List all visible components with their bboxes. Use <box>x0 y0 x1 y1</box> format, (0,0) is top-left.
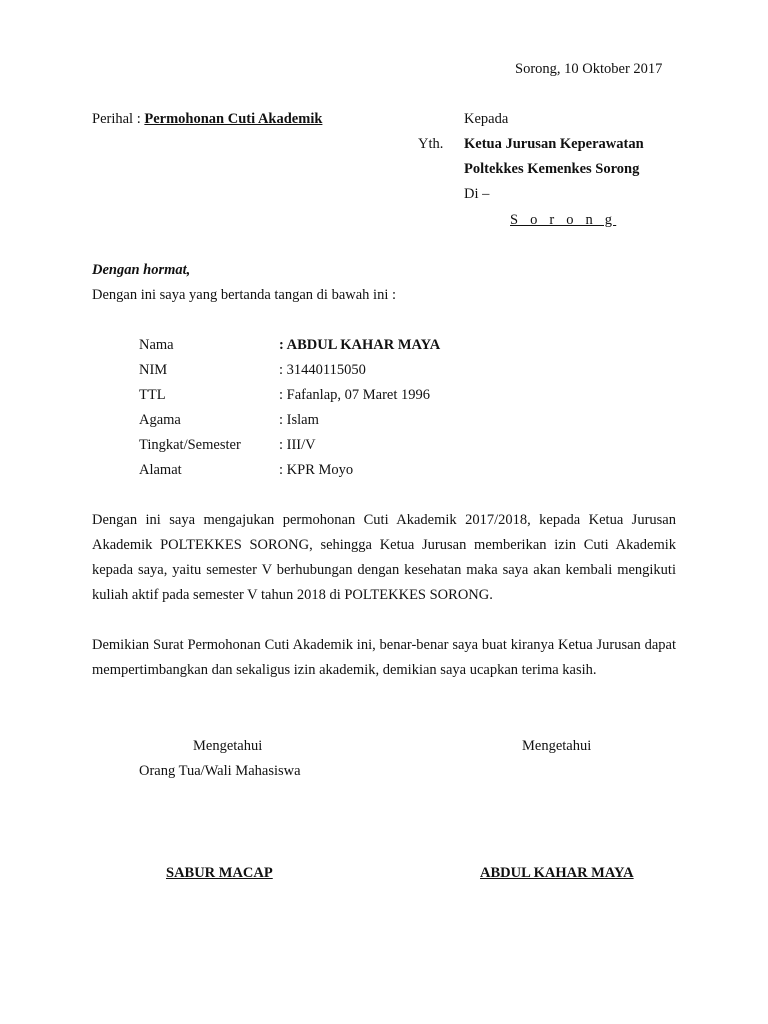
left-signature-role: Orang Tua/Wali Mahasiswa <box>139 763 301 779</box>
subject-line <box>92 111 322 128</box>
identity-label-semester: Tingkat/Semester <box>139 437 241 453</box>
identity-label-alamat: Alamat <box>139 462 182 478</box>
recipient-line2: Poltekkes Kemenkes Sorong <box>464 161 640 177</box>
recipient-kepada: Kepada <box>464 111 509 127</box>
right-signature-heading: Mengetahui <box>522 738 592 754</box>
identity-label-ttl: TTL <box>139 387 166 403</box>
recipient-di: Di – <box>464 186 490 202</box>
place-date: Sorong, 10 Oktober 2017 <box>515 61 663 77</box>
identity-label-agama: Agama <box>139 412 181 428</box>
subject-value: Permohonan Cuti Akademik <box>144 111 323 127</box>
body-paragraph-2: Demikian Surat Permohonan Cuti Akademik ini, benar-benar saya buat kiranya Ketua Jurusan dapat mempertimbangkan dan sekaligus izin akademik, demikian saya ucapkan terima kasih. <box>92 637 676 678</box>
intro-line: Dengan ini saya yang bertanda tangan di bawah ini : <box>92 287 396 303</box>
identity-value-nama: : ABDUL KAHAR MAYA <box>279 337 441 353</box>
recipient-city: S o r o n g <box>510 212 617 228</box>
identity-value-nim: : 31440115050 <box>279 362 366 378</box>
identity-value-semester: : III/V <box>279 437 316 453</box>
greeting: Dengan hormat, <box>92 262 191 278</box>
subject-label: Perihal : <box>92 111 141 127</box>
identity-label-nama: Nama <box>139 337 174 353</box>
recipient-line1: Ketua Jurusan Keperawatan <box>464 136 644 152</box>
identity-value-ttl: : Fafanlap, 07 Maret 1996 <box>279 387 431 403</box>
identity-value-alamat: : KPR Moyo <box>279 462 354 478</box>
identity-label-nim: NIM <box>139 362 168 378</box>
right-signature-name: ABDUL KAHAR MAYA <box>480 865 634 881</box>
left-signature-heading: Mengetahui <box>193 738 263 754</box>
left-signature-name: SABUR MACAP <box>166 865 273 881</box>
recipient-yth: Yth. <box>418 136 444 152</box>
body-paragraph-1: Dengan ini saya mengajukan permohonan Cuti Akademik 2017/2018, kepada Ketua Jurusan Akademik POLTEKKES SORONG, sehingga Ketua Jurusan memberikan izin Cuti Akademik kepada saya, yaitu semester V berhubungan dengan kesehatan maka saya akan kembali mengikuti kuliah aktif pada semester V tahun 2018 di POLTEKKES SORONG. <box>92 512 676 603</box>
identity-value-agama: : Islam <box>279 412 319 428</box>
